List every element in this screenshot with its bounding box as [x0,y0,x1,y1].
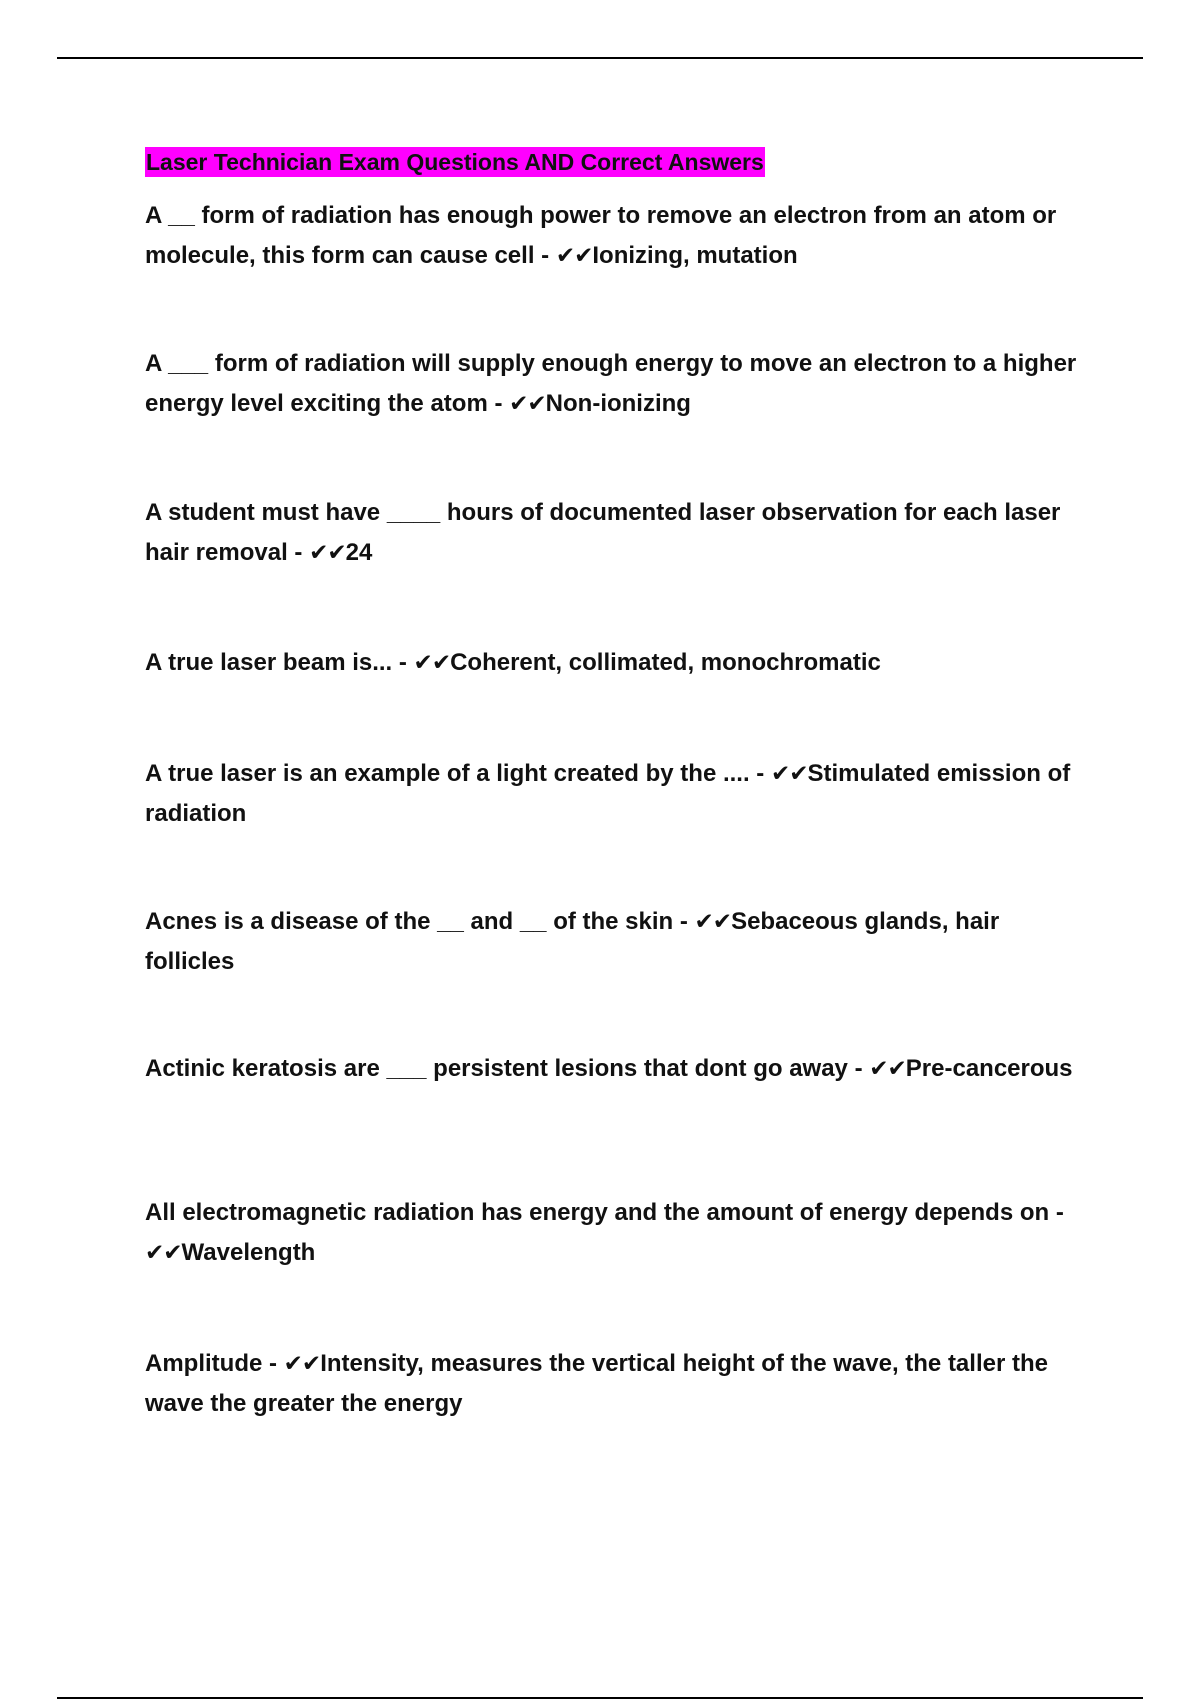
answer-text: Wavelength [181,1239,316,1266]
separator: - [287,539,310,566]
answer-text: Stimulated emission of radiation [145,760,1071,827]
question-text: A true laser is an example of a light created by the .... [145,760,750,787]
separator: - [1049,1199,1064,1226]
double-check-icon: ✔✔ [509,391,546,417]
qa-item-4 [145,643,1095,683]
answer-text: Ionizing, mutation [592,242,798,269]
double-check-icon: ✔✔ [869,1056,906,1082]
separator: - [847,1055,870,1082]
question-text: Acnes is a disease of the __ and __ of the skin [145,908,674,935]
answer-text: Coherent, collimated, monochromatic [450,649,881,676]
double-check-icon: ✔✔ [694,909,732,935]
qa-item-8 [145,1193,1095,1273]
question-text: A student must have ____ hours of documented laser observation for each laser hair removal [145,499,1061,566]
document-title: Laser Technician Exam Questions AND Correct Answers [146,149,764,175]
double-check-icon: ✔✔ [309,540,346,566]
question-text: Actinic keratosis are ___ persistent lesions that dont go away [145,1055,848,1082]
question-text: All electromagnetic radiation has energy and the amount of energy depends on [145,1199,1050,1226]
double-check-icon: ✔✔ [770,761,808,787]
answer-text: Non-ionizing [545,390,691,417]
qa-item-1 [145,196,1095,276]
title-block [145,147,765,177]
answer-text: Pre-cancerous [905,1055,1073,1082]
answer-text: 24 [345,539,373,566]
separator: - [262,1350,284,1377]
separator: - [673,908,695,935]
separator: - [392,649,414,676]
double-check-icon: ✔✔ [145,1240,182,1266]
double-check-icon: ✔✔ [283,1351,321,1377]
qa-item-3 [145,493,1095,573]
question-text: A ___ form of radiation will supply enough energy to move an electron to a higher energy level exciting the atom [145,350,1077,417]
answer-text: Sebaceous glands, hair follicles [145,908,1000,975]
qa-item-5 [145,754,1095,834]
top-divider [57,57,1143,59]
double-check-icon: ✔✔ [555,243,593,269]
double-check-icon: ✔✔ [413,650,451,676]
answer-text: Intensity, measures the vertical height of the wave, the taller the wave the greater the energy [145,1350,1048,1417]
question-text: A true laser beam is... [145,649,393,676]
separator: - [749,760,771,787]
qa-item-6 [145,902,1095,982]
qa-item-2 [145,344,1095,424]
qa-item-9 [145,1344,1095,1424]
qa-item-7 [145,1049,1095,1089]
separator: - [487,390,510,417]
question-text: Amplitude [145,1350,263,1377]
bottom-divider [57,1697,1143,1699]
separator: - [534,242,556,269]
question-text: A __ form of radiation has enough power to remove an electron from an atom or molecule, this form can cause cell [145,202,1057,269]
